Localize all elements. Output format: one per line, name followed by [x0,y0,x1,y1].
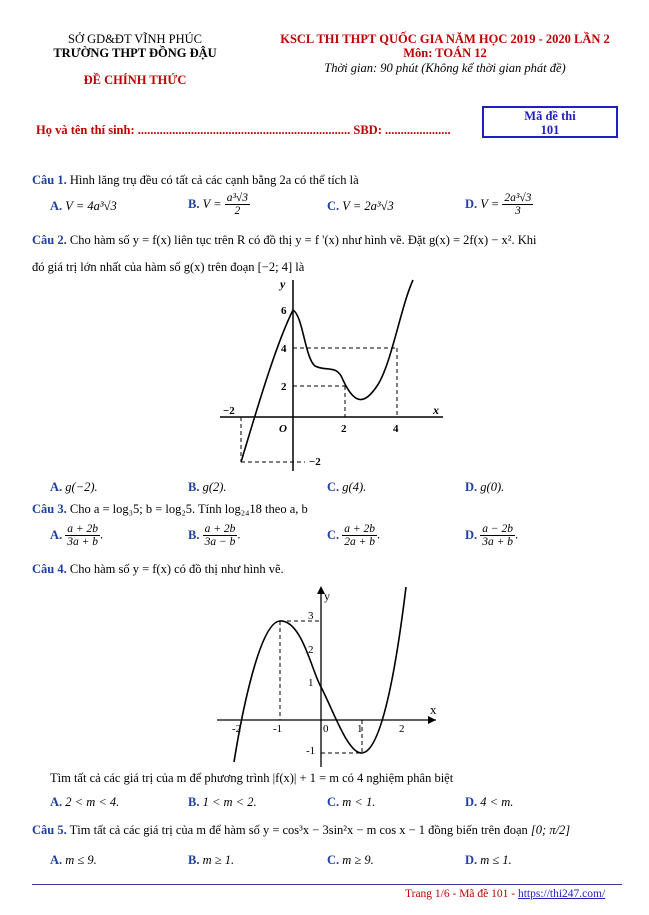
q4-tick-2: 2 [308,644,314,656]
school-name: TRƯỜNG THPT ĐỒNG ĐẬU [53,46,217,60]
q2-curve [241,280,413,462]
q2-tick-6: 6 [281,305,287,317]
q3-option-a: A. $\frac{a + 2b}{3a + b}$ . [50,523,104,548]
q4-xtick-2: 2 [399,723,405,735]
q4-graph [212,582,452,770]
q4-y-label: y [324,589,330,603]
q2-tick-4-x: 4 [393,423,399,435]
q2-tick-neg2-x: −2 [223,405,235,417]
q2-text-1: Cho hàm số y = f(x) liên tục trên R có đồ thị y = f '(x) như hình vẽ. Đặt g(x) = 2f(x) − x². Khi [69,233,537,247]
question-5: Câu 5. Tìm tất cả các giá trị của m để hàm số y = cos³x − 3sin²x − m cos x − 1 đồng biến trên đoạn [0; π/2] [32,823,571,837]
q1-text: Hình lăng trụ đều có tất cả các cạnh bằng 2a có thể tích là [69,173,359,187]
q5-option-d: D. m ≤ 1. [465,853,512,867]
q3-text: Cho a = log₃5; b = log₂5. Tính log₂₄18 theo a, b [69,502,308,516]
q2-option-a: A. g(−2). [50,480,98,494]
official-label: ĐỀ CHÍNH THỨC [83,73,187,87]
q2-option-b: B. g(2). [188,480,227,494]
footer-divider [32,884,622,885]
exam-code-value: 101 [540,123,560,137]
footer-text: Trang 1/6 - Mã đề 101 - [405,888,518,900]
q5-option-a: A. m ≤ 9. [50,853,97,867]
q4-text-2: Tìm tất cả các giá trị của m để phương trình |f(x)| + 1 = m có 4 nghiệm phân biệt [50,771,454,785]
q1-label: Câu 1. [32,173,67,187]
q1-option-d: D. V = $\frac{\text{2a³√3}}{3}$ [465,192,532,217]
q3-option-c: C. $\frac{a + 2b}{2a + b}$ . [327,523,381,548]
q2-tick-4: 4 [281,343,287,355]
exam-code-label: Mã đề thi [524,109,576,123]
q3-option-d: D. $\frac{a - 2b}{3a + b}$ . [465,523,519,548]
q2-tick-2: 2 [281,381,287,393]
q5-interval: [0; π/2] [530,823,571,837]
q4-curve [234,587,406,762]
q2-option-d: D. g(0). [465,480,505,494]
question-3: Câu 3. Cho a = log₃5; b = log₂5. Tính log₂₄18 theo a, b [32,502,308,516]
q1-option-c: C. V = 2a³√3 [327,199,394,213]
q5-option-b: B. m ≥ 1. [188,853,235,867]
q4-option-c: C. m < 1. [327,795,376,809]
q4-text: Cho hàm số y = f(x) có đồ thị như hình vẽ. [69,562,284,576]
q4-option-b: B. 1 < m < 2. [188,795,257,809]
q2-option-c: C. g(4). [327,480,367,494]
question-1 [32,173,359,188]
q2-guides [241,348,397,462]
q2-tick-neg2-y: −2 [309,456,321,468]
q4-xtick-0: 0 [323,723,329,735]
q2-tick-2-x: 2 [341,423,347,435]
q5-option-c: C. m ≥ 9. [327,853,374,867]
q2-origin: O [279,423,287,435]
q2-x-label: x [433,403,439,417]
footer-link[interactable]: https://thi247.com/ [517,888,606,900]
q5-text: Tìm tất cả các giá trị của m để hàm số y = cos³x − 3sin²x − m cos x − 1 đồng biến trên đoạn [69,823,528,837]
q1-option-b: B. V = $\frac{\text{a³√3}}{2}$ [188,192,248,217]
name-sbd-line: Họ và tên thí sinh: .................................................................... SBD: ..................... [36,123,451,137]
question-4: Câu 4. Cho hàm số y = f(x) có đồ thị như hình vẽ. [32,562,284,576]
q1-option-a: A. V = 4a³√3 [50,199,117,213]
q4-x-label: x [430,702,437,717]
q4-tick-neg1: -1 [306,745,316,757]
q4-xtick-neg1: -1 [273,723,283,735]
dept-name: SỞ GD&ĐT VĨNH PHÚC [68,32,202,46]
exam-code-box [482,106,618,138]
q4-option-a: A. 2 < m < 4. [50,795,120,809]
q4-xtick-neg2: -2 [232,723,242,735]
q4-tick-1: 1 [308,677,314,689]
exam-title: KSCL THI THPT QUỐC GIA NĂM HỌC 2019 - 2020 LẦN 2 [280,32,610,46]
q4-option-d: D. 4 < m. [465,795,514,809]
exam-time: Thời gian: 90 phút (Không kể thời gian phát đề) [324,61,566,75]
q3-option-b: B. $\frac{a + 2b}{3a - b}$ . [188,523,241,548]
page-footer [405,888,605,900]
q4-xtick-1: 1 [357,723,363,735]
q2-graph [215,276,450,476]
q4-tick-3: 3 [308,610,314,622]
q2-text-2: đó giá trị lớn nhất của hàm số g(x) trên đoạn [−2; 4] là [32,260,305,274]
subject: Môn: TOÁN 12 [403,46,487,60]
q2-y-label: y [280,277,286,291]
question-2: Câu 2. Cho hàm số y = f(x) liên tục trên R có đồ thị y = f '(x) như hình vẽ. Đặt g(x) = 2f(x) − x². Khi [32,233,537,247]
